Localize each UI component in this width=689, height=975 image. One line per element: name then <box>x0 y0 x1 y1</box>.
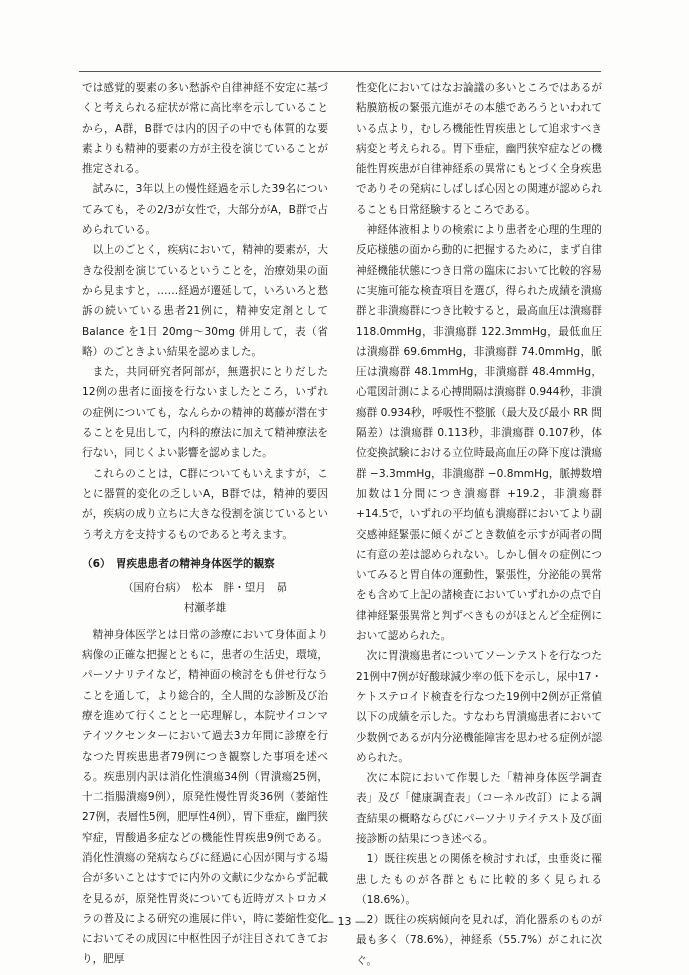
paragraph: 性変化においてはなお論議の多いところではあるが粘膜筋板の緊張亢進がその本態であろうといわれている点より，むしろ機能性胃疾患として追求すべき病変と考えられる。胃下垂症，幽門狭窄症などの機能性胃疾患が自律神経系の異常にもとづく全身疾患でありその発病にしばしば心因との関連が認められることも日常経験するところである。 <box>356 82 602 216</box>
author-name: 村瀬孝雄 <box>183 602 227 615</box>
paragraph: 精神身体医学とは日常の診療において身体面より病像の正確な把握とともに，患者の生活史，環境，パーソナリテイなど，精神面の検討をも併せ行なうことを通して，より総合的，全人間的な診断及び治療を進めて行くことと一応理解し，本院サイコンマテイツクセンターにおいて過去3カ年間に診療を行なつた胃疾患患者79例につき観察した事項を述べる。疾患別内訳は消化性潰瘍34例（胃潰瘍25例，十二指腸潰瘍9例），原発性慢性胃炎36例（萎縮性27例，表層性5例，肥厚性4例），胃下垂症，幽門狭窄症，胃酸過多症などの機能性胃疾患9例である。消化性潰瘍の発病ならびに経過に心因が関与する場合が多いことはすでに内外の文献に少なからず記載を見るが，原発性胃炎についても近時ガストロカメラの普及による研究の進展に伴い，時に萎縮性変化においてその成因に中枢性因子が注目されてきており，肥厚 <box>82 628 328 966</box>
paragraph: 1）既往疾患との関係を検討すれば，虫垂炎に罹患したものが各群ともに比較的多く見られる（18.6%）。 <box>356 853 602 906</box>
right-column <box>356 78 602 971</box>
affiliation-authors: （国府台病） 松本 胖・望月 昴 <box>122 582 288 595</box>
page-number: — 13 — <box>323 915 366 928</box>
paragraph: 神経体液相よりの検索により患者を心理的生理的反応様態の面から動的に把握するために，まず自律神経機能状態につき日常の臨床において比較的容易に実施可能な検査項目を選び，得られた成績を潰瘍群と非潰瘍群につき比較すると，最高血圧は潰瘍群 118.0mmHg，非潰瘍群 122.3mmHg，最低血圧は潰瘍群 69.6mmHg，非潰瘍群 74.0mmHg，脈圧は潰瘍群 48.1mmHg，非潰瘍群 48.4mmHg，心電図計測による心搏間隔は潰瘍群 0.944秒，非潰瘍群 0.934秒，呼吸性不整脈（最大及び最小 RR 間隔差）は潰瘍群 0.113秒，非潰瘍群 0.107秒，体位変換試験における立位時最高血圧の降下度は潰瘍群 −3.3mmHg，非潰瘍群 −0.8mmHg，脈搏数増加数は1分間につき潰瘍群 +19.2，非潰瘍群 +14.5で，いずれの平均値も潰瘍群においてより副交感神経緊張に傾くがごとき数値を示すが両者の間に有意の差は認められない。しかし個々の症例についてみると胃自体の運動性，緊張性，分泌能の異常をも含めて上記の諸検査においていずれかの点で自律神経緊張異常と判ずべきものがほとんど全症例において認められた。 <box>356 224 602 643</box>
paragraph: 次に本院において作製した「精神身体医学調査表」及び「健康調査表」（コーネル改訂）による調査結果の概略ならびにパーソナリテイテスト及び面接診断の結果につき述べる。 <box>356 772 602 845</box>
paragraph: 以上のごとく，疾病において，精神的要素が，大きな役割を演じているということを，治療効果の面から見ますと，……経過が遷延して，いろいろと愁訴の続いている患者21例に，精神安定剤として Balance を1日 20mg〜30mg 併用して，表（省略）のごときよい結果を認めました。 <box>82 244 328 358</box>
paragraph: では感覚的要素の多い愁訴や自律神経不安定に基づくと考えられる症状が常に高比率を示していることから，A群，B群では内的因子の中でも体質的な要素よりも精神的要素の方が主役を演じていることが推定される。 <box>82 82 328 176</box>
paragraph: これらのことは，C群についてもいえますが，ことに器質的変化の乏しいA，B群では，精神的要因が，疾病の成り立ちに大きな役割を演じているという考え方を支持するものであると考えます。 <box>82 467 328 541</box>
top-rule <box>79 71 601 72</box>
paragraph: また，共同研究者阿部が，無選択にとりだした12例の患者に面接を行ないましたところ，いずれの症例についても，なんらかの精神的葛藤が潜在することを見出して，内科的療法に加えて精神療法を行ない，同じくよい影響を認めました。 <box>82 366 328 460</box>
left-column <box>82 78 328 970</box>
paragraph: 次に胃潰瘍患者についてソーンテストを行なつた21例中7例が好酸球減少率の低下を示し，尿中17・ケトステロイド検査を行なつた19例中2例が正常値以下の成績を示した。すなわち胃潰瘍患者において少数例であるが内分泌機能障害を思わせる症例が認められた。 <box>356 650 602 764</box>
paragraph: 試みに，3年以上の慢性経過を示した39名についてみても，その2/3が女性で，大部分がA，B群で占められている。 <box>82 183 328 237</box>
paragraph: 2）既往の疾病傾向を見れば，消化器系のものが最も多く（78.6%），神経系（55.7%）がこれに次ぐ。 <box>356 914 602 967</box>
section-heading: （6） 胃疾患患者の精神身体医学的観察 <box>82 557 275 570</box>
